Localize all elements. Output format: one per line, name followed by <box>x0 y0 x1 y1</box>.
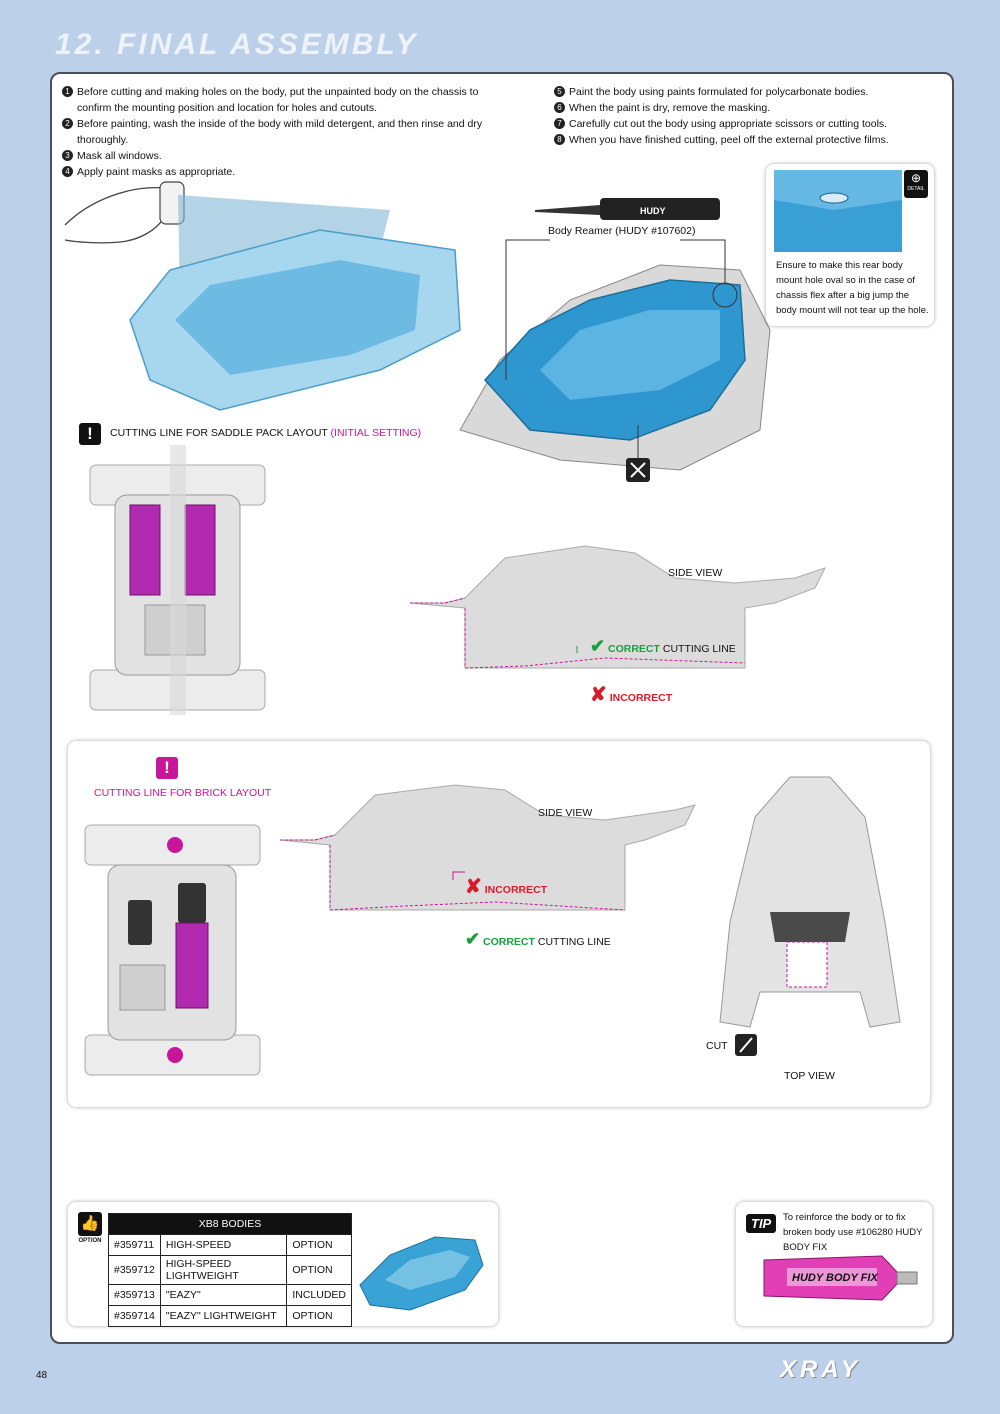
brick-incorrect-line: ✘ INCORRECT <box>465 876 548 898</box>
tube-label: HUDY BODY FIX <box>792 1272 878 1284</box>
check-icon: ✔ <box>465 929 481 949</box>
option-badge: 👍 OPTION <box>76 1212 104 1244</box>
magnify-icon: ⊕ <box>910 171 922 185</box>
saddle-heading: CUTTING LINE FOR SADDLE PACK LAYOUT (INITIAL SETTING) <box>110 427 422 439</box>
spray-paint-illustration <box>60 170 470 415</box>
step-item: 8 When you have finished cutting, peel off the external protective films. <box>554 132 934 148</box>
table-row: #359712 HIGH-SPEED LIGHTWEIGHT OPTION <box>109 1256 352 1285</box>
reamer-brand: HUDY <box>640 206 666 216</box>
table-row: #359711 HIGH-SPEED OPTION <box>109 1235 352 1256</box>
steps-left <box>62 84 502 180</box>
xray-logo: XRAY <box>780 1356 861 1383</box>
saddle-chassis-illustration <box>85 445 270 715</box>
brick-side-view-label: SIDE VIEW <box>538 807 593 819</box>
step-item: 3 Mask all windows. <box>62 148 502 164</box>
brick-chassis-illustration <box>80 805 265 1080</box>
warning-icon: ! <box>79 423 101 445</box>
step-item: 4 Apply paint masks as appropriate. <box>62 164 502 180</box>
body-thumbnail <box>355 1225 490 1315</box>
cross-icon: ✘ <box>590 684 607 706</box>
step-item: 1 Before cutting and making holes on the body, put the unpainted body on the chassis to confirm the mounting position and location for holes and cutouts. <box>62 84 502 116</box>
bodies-table-title: XB8 BODIES <box>109 1214 352 1235</box>
step-item: 7 Carefully cut out the body using appropriate scissors or cutting tools. <box>554 116 934 132</box>
page-title: 12. FINAL ASSEMBLY <box>55 28 419 61</box>
detail-callout <box>766 164 934 326</box>
check-icon: ✔ <box>590 636 606 656</box>
steps-right <box>554 84 934 148</box>
saddle-side-view-label: SIDE VIEW <box>668 567 723 579</box>
detail-text: Ensure to make this rear body mount hole oval so in the case of chassis flex after a big jump the body mount will not tear up the hole. <box>776 260 929 316</box>
warning-icon: ! <box>156 757 178 779</box>
thumbs-up-icon: 👍 <box>78 1212 102 1236</box>
step-item: 5 Paint the body using paints formulated for polycarbonate bodies. <box>554 84 934 100</box>
cross-icon: ✘ <box>465 876 482 898</box>
page-number: 48 <box>36 1370 48 1381</box>
reamer-label: Body Reamer (HUDY #107602) <box>548 225 696 237</box>
tip-badge: TIP <box>746 1214 776 1233</box>
table-row: #359713 "EAZY" INCLUDED <box>109 1285 352 1306</box>
brick-top-view-illustration <box>715 772 905 1062</box>
table-row: #359714 "EAZY" LIGHTWEIGHT OPTION <box>109 1306 352 1327</box>
tip-text: To reinforce the body or to fix broken body use #106280 HUDY BODY FIX <box>783 1212 923 1253</box>
saddle-correct-line: ✔ CORRECT CUTTING LINE <box>590 636 736 656</box>
top-view-label: TOP VIEW <box>784 1070 835 1082</box>
step-item: 2 Before painting, wash the inside of the body with mild detergent, and then rinse and dry thoroughly. <box>62 116 502 148</box>
saddle-incorrect-line: ✘ INCORRECT <box>590 684 673 706</box>
detail-badge: ⊕ DETAIL <box>904 170 928 198</box>
step-item: 6 When the paint is dry, remove the masking. <box>554 100 934 116</box>
brick-correct-line: ✔ CORRECT CUTTING LINE <box>465 929 611 949</box>
detail-image <box>774 170 902 252</box>
brick-side-view-illustration <box>275 780 705 920</box>
brick-heading: CUTTING LINE FOR BRICK LAYOUT <box>94 787 272 799</box>
body-fix-tube <box>762 1250 922 1310</box>
cut-label: CUT <box>706 1040 728 1052</box>
bodies-table <box>108 1213 352 1327</box>
